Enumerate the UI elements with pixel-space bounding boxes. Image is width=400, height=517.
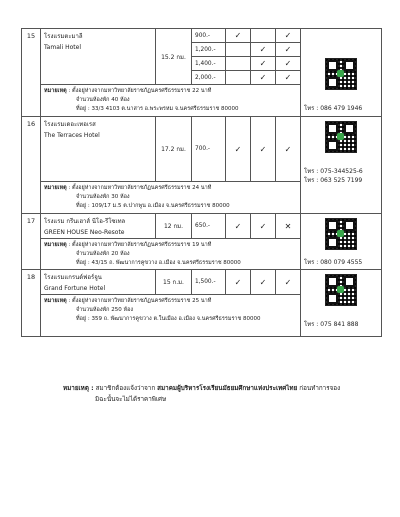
hotel-name-en: Grand Fortune Hotel bbox=[44, 285, 106, 292]
hotel-name-th: โรงแรมแกรนด์ฟอร์จูน bbox=[44, 274, 102, 281]
check-cell: ✓ bbox=[251, 270, 276, 295]
hotel-name bbox=[41, 117, 156, 182]
check-cell: ✓ bbox=[226, 29, 251, 43]
check-cell: ✓ bbox=[276, 43, 301, 57]
room-price: 700.- bbox=[192, 117, 226, 182]
phone-number: โทร : 075 841 888 bbox=[304, 321, 359, 328]
check-cell: ✓ bbox=[251, 117, 276, 182]
note-label: หมายเหตุ bbox=[44, 298, 67, 304]
phone-number: โทร : 075-344525-6 bbox=[304, 168, 363, 175]
table-row bbox=[22, 117, 382, 182]
qr-code-icon bbox=[325, 58, 357, 90]
check-cell: ✓ bbox=[276, 57, 301, 71]
check-cell bbox=[226, 43, 251, 57]
note-line: ตั้งอยู่ห่างจากมหาวิทยาลัยราชภัฏนครศรีธรรมราช 25 นาที bbox=[72, 298, 212, 304]
note-label: หมายเหตุ bbox=[44, 88, 67, 94]
table-row bbox=[22, 214, 382, 239]
check-cell: ✓ bbox=[226, 117, 251, 182]
footer-label: หมายเหตุ : bbox=[63, 385, 94, 392]
hotel-name-th: โรงแรมตะมาลี bbox=[44, 33, 83, 40]
contact-cell bbox=[301, 270, 382, 337]
hotel-number: 18 bbox=[22, 270, 41, 337]
check-cell: ✓ bbox=[226, 270, 251, 295]
check-cell: ✓ bbox=[276, 29, 301, 43]
check-cell: ✓ bbox=[251, 71, 276, 85]
qr-code-icon bbox=[325, 218, 357, 250]
table-row bbox=[22, 270, 382, 295]
qr-code-icon bbox=[325, 121, 357, 153]
hotel-distance: 15 ก.ม. bbox=[156, 270, 192, 295]
hotel-table bbox=[21, 28, 382, 337]
hotel-distance: 17.2 กม. bbox=[156, 117, 192, 182]
hotel-name-th: โรงแรม กรีนเฮาส์ นีโอ-รีโซเทล bbox=[44, 218, 126, 225]
hotel-distance: 15.2 กม. bbox=[156, 29, 192, 85]
hotel-number: 15 bbox=[22, 29, 41, 117]
note-line: จำนวนห้องพัก 20 ห้อง bbox=[76, 251, 130, 257]
note-line: จำนวนห้องพัก 40 ห้อง bbox=[76, 97, 130, 103]
check-cell: ✓ bbox=[276, 270, 301, 295]
room-price: 650.- bbox=[192, 214, 226, 239]
check-cell: ✓ bbox=[251, 57, 276, 71]
hotel-distance: 12 กม. bbox=[156, 214, 192, 239]
footer-line2: มิฉะนั้นจะไม่ได้ราคาพิเศษ bbox=[95, 396, 167, 403]
check-cell bbox=[226, 71, 251, 85]
hotel-number: 17 bbox=[22, 214, 41, 270]
phone-number: โทร : 086 479 1946 bbox=[304, 105, 363, 112]
check-cell bbox=[251, 29, 276, 43]
note-line: ที่อยู่ : 33/3 4103 ต.นาสาร อ.พระพรหม จ.นครศรีธรรมราช 80000 bbox=[76, 106, 239, 112]
note-line: จำนวนห้องพัก 30 ห้อง bbox=[76, 194, 130, 200]
note-line: ที่อยู่ : 43/15 ถ. พัฒนาการคูขวาง อ.เมือง จ.นครศรีธรรมราช 80000 bbox=[76, 260, 241, 266]
qr-code-icon bbox=[325, 274, 357, 306]
check-cell: ✓ bbox=[226, 214, 251, 239]
room-price: 1,400.- bbox=[192, 57, 226, 71]
contact-cell bbox=[301, 214, 382, 270]
room-price: 900.- bbox=[192, 29, 226, 43]
footer-text: สมาชิกต้องแจ้งว่าจาก bbox=[95, 385, 156, 392]
note-line: ตั้งอยู่ห่างจากมหาวิทยาลัยราชภัฏนครศรีธรรมราช 22 นาที bbox=[72, 88, 212, 94]
note-line: จำนวนห้องพัก 250 ห้อง bbox=[76, 307, 134, 313]
note-line: ตั้งอยู่ห่างจากมหาวิทยาลัยราชภัฏนครศรีธรรมราช 19 นาที bbox=[72, 242, 212, 248]
room-price: 1,500.- bbox=[192, 270, 226, 295]
check-cell bbox=[226, 57, 251, 71]
check-cell: ✕ bbox=[276, 214, 301, 239]
table-row bbox=[22, 29, 382, 43]
phone-number-2: โทร : 063 525 7199 bbox=[304, 177, 363, 184]
note-label: หมายเหตุ bbox=[44, 242, 67, 248]
footer-note bbox=[63, 383, 383, 405]
hotel-name bbox=[41, 214, 156, 239]
check-cell: ✓ bbox=[251, 214, 276, 239]
hotel-note: หมายเหตุ : ตั้งอยู่ห่างจากมหาวิทยาลัยราชภัฏนครศรีธรรมราช 25 นาที จำนวนห้องพัก 250 ห้อง ที่อยู่ : 359 ถ. พัฒนาการคูขวาง ต.ในเมือง อ.เมือง จ.นครศรีธรรมราช 80000 bbox=[41, 295, 301, 337]
note-line: ที่อยู่ : 359 ถ. พัฒนาการคูขวาง ต.ในเมือง อ.เมือง จ.นครศรีธรรมราช 80000 bbox=[76, 316, 261, 322]
room-price: 2,000.- bbox=[192, 71, 226, 85]
hotel-name-en: The Terraces Hotel bbox=[44, 132, 100, 139]
phone-number: โทร : 080 079 4555 bbox=[304, 259, 363, 266]
note-line: ตั้งอยู่ห่างจากมหาวิทยาลัยราชภัฏนครศรีธรรมราช 24 นาที bbox=[72, 185, 212, 191]
hotel-name bbox=[41, 29, 156, 85]
hotel-note: หมายเหตุ : ตั้งอยู่ห่างจากมหาวิทยาลัยราชภัฏนครศรีธรรมราช 19 นาที จำนวนห้องพัก 20 ห้อง ที่อยู่ : 43/15 ถ. พัฒนาการคูขวาง อ.เมือง จ.นครศรีธรรมราช 80000 bbox=[41, 239, 301, 270]
hotel-note: หมายเหตุ : ตั้งอยู่ห่างจากมหาวิทยาลัยราชภัฏนครศรีธรรมราช 24 นาที จำนวนห้องพัก 30 ห้อง ที่อยู่ : 109/17 ม.5 ต.ปากพูน อ.เมือง จ.นครศรีธรรมราช 80000 bbox=[41, 182, 301, 214]
check-cell: ✓ bbox=[276, 117, 301, 182]
note-label: หมายเหตุ bbox=[44, 185, 67, 191]
room-price: 1,200.- bbox=[192, 43, 226, 57]
check-cell: ✓ bbox=[276, 71, 301, 85]
hotel-name bbox=[41, 270, 156, 295]
check-cell: ✓ bbox=[251, 43, 276, 57]
hotel-name-en: Tamali Hotel bbox=[44, 44, 82, 51]
hotel-note: หมายเหตุ : ตั้งอยู่ห่างจากมหาวิทยาลัยราชภัฏนครศรีธรรมราช 22 นาที จำนวนห้องพัก 40 ห้อง ที่อยู่ : 33/3 4103 ต.นาสาร อ.พระพรหม จ.นครศรีธรรมราช 80000 bbox=[41, 85, 301, 117]
note-line: ที่อยู่ : 109/17 ม.5 ต.ปากพูน อ.เมือง จ.นครศรีธรรมราช 80000 bbox=[76, 203, 230, 209]
footer-text-after: ก่อนทำการจอง bbox=[299, 385, 341, 392]
hotel-name-th: โรงแรมเดอะเทอเรส bbox=[44, 121, 96, 128]
hotel-number: 16 bbox=[22, 117, 41, 214]
contact-cell bbox=[301, 29, 382, 117]
hotel-name-en: GREEN HOUSE Neo-Resote bbox=[44, 229, 125, 236]
footer-org: สมาคมผู้บริหารโรงเรียนมัธยมศึกษาแห่งประเทศไทย bbox=[157, 385, 298, 392]
contact-cell bbox=[301, 117, 382, 214]
